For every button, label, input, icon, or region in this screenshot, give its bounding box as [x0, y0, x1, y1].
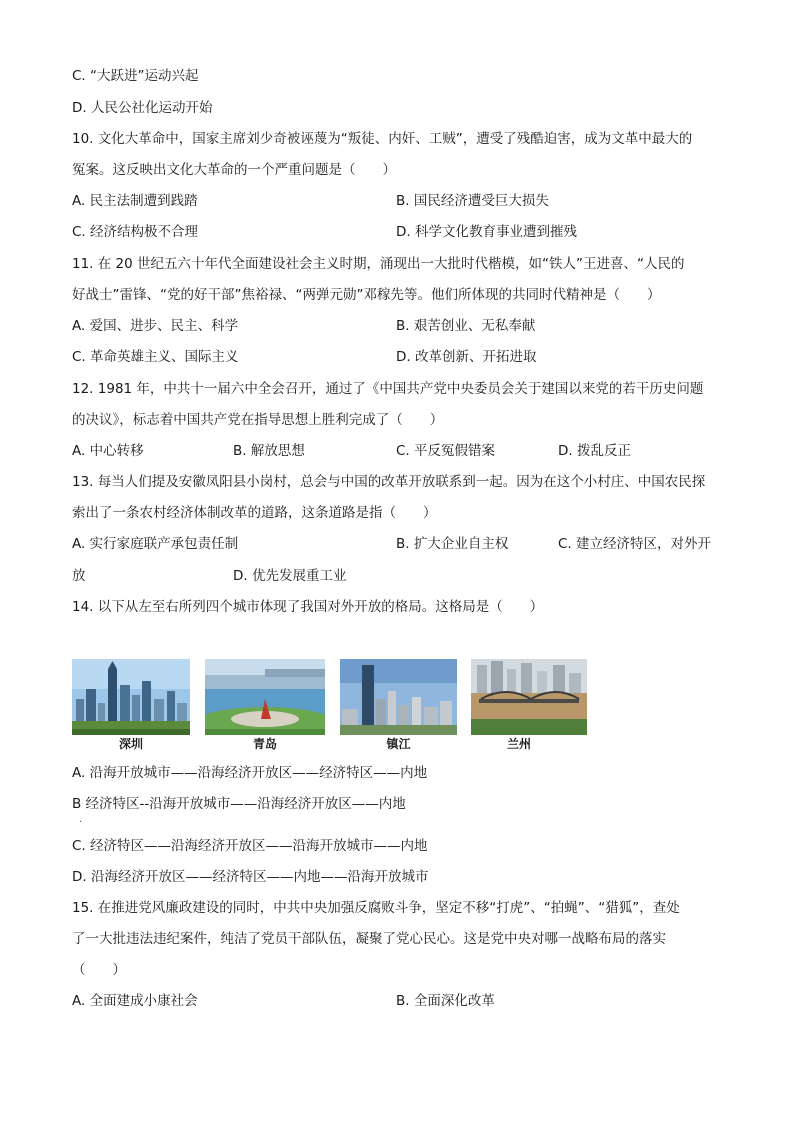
q10-option-b: B. 国民经济遭受巨大损失	[396, 193, 549, 209]
q15-stem-line1: 15. 在推进党风廉政建设的同时，中共中央加强反腐败斗争，坚定不移“打虎”、“拍蝇”、“猎狐”，查处	[72, 900, 680, 916]
q14-stem: 14. 以下从左至右所列四个城市体现了我国对外开放的格局。这格局是（ ）	[72, 599, 544, 615]
q13-option-b: B. 扩大企业自主权	[396, 536, 509, 552]
q10-stem-line1: 10. 文化大革命中，国家主席刘少奇被诬蔑为“叛徒、内奸、工贼”，遭受了残酷迫害，成为文革中最大的	[72, 131, 693, 147]
q12-stem-line1: 12. 1981 年，中共十一届六中全会召开，通过了《中国共产党中央委员会关于建国以来党的若干历史问题	[72, 381, 704, 397]
q15-option-b: B. 全面深化改革	[396, 993, 495, 1009]
q11-option-d: D. 改革创新、开拓进取	[396, 349, 537, 365]
q9-option-c: C. “大跃进”运动兴起	[72, 68, 199, 84]
q13-option-a: A. 实行家庭联产承包责任制	[72, 536, 239, 552]
q11-stem-line1: 11. 在 20 世纪五六十年代全面建设社会主义时期，涌现出一大批时代楷模，如“铁人”王进喜、“人民的	[72, 256, 685, 272]
q14-option-a: A. 沿海开放城市——沿海经济开放区——经济特区——内地	[72, 765, 428, 781]
q12-stem-line2: 的决议》，标志着中国共产党在指导思想上胜利完成了（ ）	[72, 412, 444, 428]
q10-option-d: D. 科学文化教育事业遭到摧残	[396, 224, 577, 240]
q12-option-b: B. 解放思想	[233, 443, 305, 459]
zhenjiang-photo	[340, 659, 457, 735]
q13-stem-line1: 13. 每当人们提及安徽凤阳县小岗村，总会与中国的改革开放联系到一起。因为在这个小村庄、中国农民探	[72, 474, 706, 490]
caption-qingdao: 青岛	[252, 737, 277, 751]
q15-option-a: A. 全面建成小康社会	[72, 993, 198, 1009]
q10-option-a: A. 民主法制遭到践踏	[72, 193, 198, 209]
q11-option-b: B. 艰苦创业、无私奉献	[396, 318, 536, 334]
caption-shenzhen: 深圳	[118, 737, 143, 751]
q10-stem-line2: 冤案。这反映出文化大革命的一个严重问题是（ ）	[72, 162, 396, 178]
q10-option-c: C. 经济结构极不合理	[72, 224, 199, 240]
q14-option-b: B 经济特区--沿海开放城市——沿海经济开放区——内地	[72, 796, 406, 812]
q13-stem-line2: 索出了一条农村经济体制改革的道路，这条道路是指（ ）	[72, 505, 437, 521]
q13-option-c-continued: 放	[72, 568, 86, 584]
q14-option-c: C. 经济特区——沿海经济开放区——沿海开放城市——内地	[72, 838, 428, 854]
q11-option-c: C. 革命英雄主义、国际主义	[72, 349, 239, 365]
stray-dot: .	[79, 814, 83, 825]
q14-option-d: D. 沿海经济开放区——经济特区——内地——沿海开放城市	[72, 869, 429, 885]
qingdao-photo	[205, 659, 325, 735]
q15-stem-line2: 了一大批违法违纪案件，纯洁了党员干部队伍，凝聚了党心民心。这是党中央对哪一战略布局的落实	[72, 931, 666, 947]
q9-option-d: D. 人民公社化运动开始	[72, 100, 213, 116]
q12-option-a: A. 中心转移	[72, 443, 144, 459]
lanzhou-photo	[471, 659, 587, 735]
q12-option-c: C. 平反冤假错案	[396, 443, 496, 459]
shenzhen-photo	[72, 659, 190, 735]
q15-stem-line3: （ ）	[72, 962, 126, 978]
caption-zhenjiang: 镇江	[386, 737, 411, 751]
q13-option-c: C. 建立经济特区，对外开	[558, 536, 712, 552]
q11-option-a: A. 爱国、进步、民主、科学	[72, 318, 239, 334]
q13-option-d: D. 优先发展重工业	[233, 568, 347, 584]
caption-lanzhou: 兰州	[506, 737, 531, 751]
q12-option-d: D. 拨乱反正	[558, 443, 631, 459]
q11-stem-line2: 好战士”雷锋、“党的好干部”焦裕禄、“两弹元勋”邓稼先等。他们所体现的共同时代精神是（ ）	[72, 287, 661, 303]
